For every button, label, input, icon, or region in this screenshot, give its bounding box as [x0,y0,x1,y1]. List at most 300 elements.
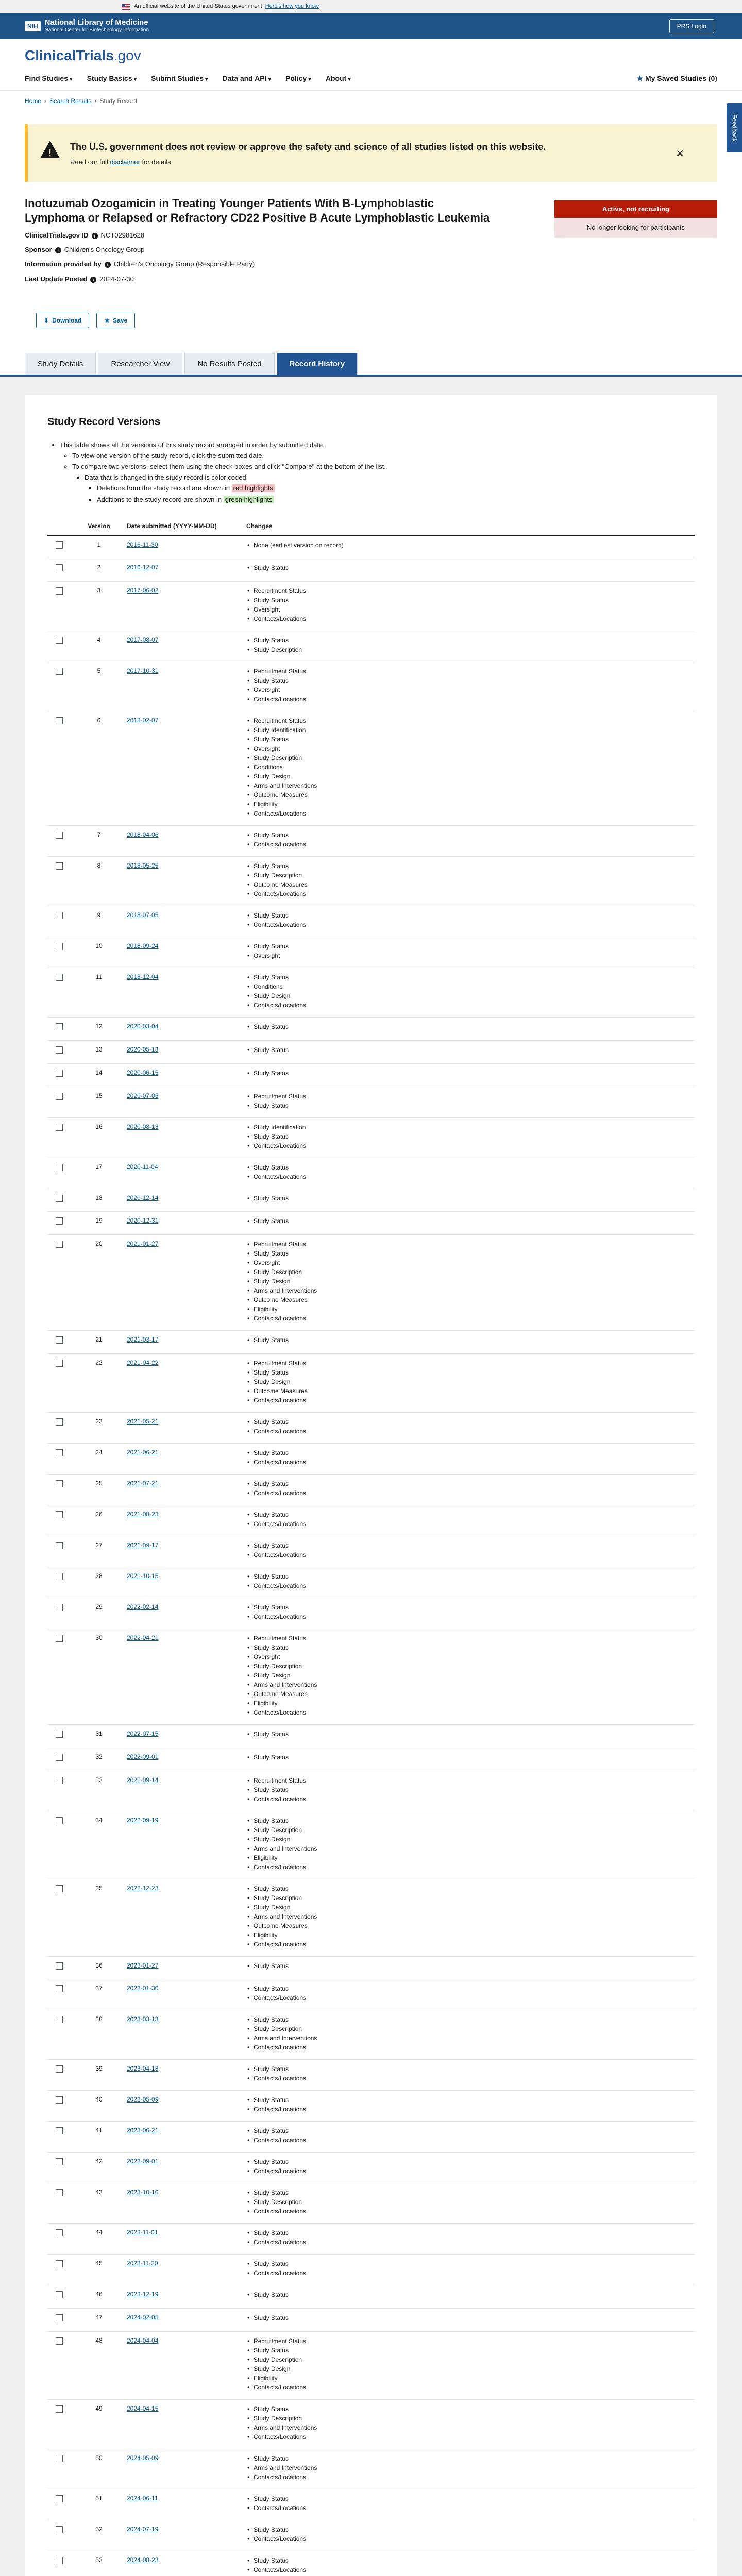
version-checkbox[interactable] [56,1817,63,1824]
change-item: • Study Status [246,911,692,920]
version-date-link[interactable]: 2018-09-24 [127,942,159,950]
version-checkbox[interactable] [56,637,63,644]
date-cell [124,968,243,1018]
version-checkbox[interactable] [56,943,63,950]
table-row [47,1413,695,1444]
row-checkbox-cell [47,582,74,631]
version-checkbox[interactable] [56,2016,63,2023]
change-item: • Study Status [246,2015,692,2024]
nav-policy[interactable]: Policy ▾ [285,74,311,84]
version-date-link[interactable]: 2020-08-13 [127,1123,159,1130]
study-sponsor: Sponsor i Children's Oncology Group [25,246,145,254]
site-logo[interactable] [25,39,717,65]
change-item: • Eligibility [246,2374,692,2383]
date-cell [124,1018,243,1041]
change-item: • Study Status [246,1448,692,1458]
change-item: • Study Status [246,1368,692,1377]
change-item: • Contacts/Locations [246,889,692,899]
table-row [47,2224,695,2255]
version-number: 8 [74,857,124,906]
version-checkbox[interactable] [56,1511,63,1518]
version-number: 44 [74,2224,124,2255]
version-checkbox[interactable] [56,1046,63,1054]
version-date-link[interactable]: 2024-02-05 [127,2314,159,2321]
changes-cell [243,1956,695,1979]
version-checkbox[interactable] [56,974,63,981]
version-date-link[interactable]: 2022-04-21 [127,1634,159,1642]
version-number: 40 [74,2091,124,2122]
change-item: • Study Description [246,1267,692,1277]
version-date-link[interactable]: 2022-09-19 [127,1816,159,1824]
version-checkbox[interactable] [56,1573,63,1580]
change-item: • Study Status [246,1101,692,1110]
intro-item: ◦ To view one version of the study record, click the submitted date. [72,451,695,461]
change-item: • Study Identification [246,725,692,735]
table-row [47,2183,695,2224]
change-item: • Study Status [246,2126,692,2136]
version-checkbox[interactable] [56,2455,63,2462]
change-item: • Study Identification [246,1123,692,1132]
nih-logo-icon: NIH [25,21,41,32]
version-date-link[interactable]: 2020-03-04 [127,1023,159,1030]
change-item: • Study Status [246,861,692,871]
table-row [47,1811,695,1879]
version-date-link[interactable]: 2023-01-27 [127,1961,159,1969]
changes-cell [243,1475,695,1505]
version-checkbox[interactable] [56,1241,63,1248]
version-date-link[interactable]: 2023-05-09 [127,2096,159,2104]
version-date-link[interactable]: 2022-07-15 [127,1730,159,1738]
changes-cell [243,2060,695,2091]
nav-study-basics[interactable]: Study Basics ▾ [87,74,137,84]
change-item: • Study Description [246,753,692,762]
version-date-link[interactable]: 2016-12-07 [127,564,159,571]
version-date-link[interactable]: 2024-06-11 [127,2495,158,2502]
date-cell [124,1444,243,1475]
version-checkbox[interactable] [56,1336,63,1344]
nav-data-api[interactable]: Data and API ▾ [223,74,271,84]
study-title: Inotuzumab Ozogamicin in Treating Younger Patients With B-Lymphoblastic Lymphoma or Relapsed or Refractory CD22 Positive B Acute Lymphoblastic Leukemia [25,196,490,225]
version-date-link[interactable]: 2020-12-31 [127,1217,159,1225]
save-button[interactable]: ★ Save [96,313,135,328]
version-checkbox[interactable] [56,1542,63,1549]
version-checkbox[interactable] [56,1124,63,1131]
feedback-tab[interactable]: Feedback [727,103,742,152]
version-date-link[interactable]: 2022-09-01 [127,1753,159,1760]
changes-cell [243,1413,695,1444]
version-date-link[interactable]: 2023-06-21 [127,2127,159,2134]
version-number: 7 [74,826,124,857]
row-checkbox-cell [47,1235,74,1331]
changes-cell [243,631,695,662]
version-number: 19 [74,1212,124,1235]
table-row [47,2400,695,2449]
changes-cell [243,2091,695,2122]
version-checkbox[interactable] [56,1023,63,1030]
changes-cell [243,826,695,857]
version-date-link[interactable]: 2021-08-23 [127,1511,159,1518]
breadcrumb-separator: › [44,97,47,105]
version-number: 25 [74,1475,124,1505]
change-item: • Contacts/Locations [246,1519,692,1529]
change-item: • Eligibility [246,1930,692,1940]
version-date-link[interactable]: 2024-04-15 [127,2405,159,2413]
version-date-link[interactable]: 2018-12-04 [127,973,159,981]
date-cell [124,826,243,857]
changes-cell [243,1354,695,1413]
version-number: 45 [74,2255,124,2285]
version-date-link[interactable]: 2022-12-23 [127,1884,159,1892]
change-item: • Contacts/Locations [246,2207,692,2216]
breadcrumb-home[interactable]: Home [25,97,42,105]
change-item: • Contacts/Locations [246,840,692,849]
checkbox-column-header [47,518,74,535]
row-checkbox-cell [47,1725,74,1748]
gov-banner [0,0,742,13]
row-checkbox-cell [47,1956,74,1979]
study-info-provider: Information provided by i Children's Oncology Group (Responsible Party) [25,260,255,268]
table-row [47,1331,695,1354]
version-date-link[interactable]: 2020-06-15 [127,1069,159,1076]
version-checkbox[interactable] [56,1731,63,1738]
version-number: 13 [74,1041,124,1064]
version-checkbox[interactable] [56,2495,63,2502]
row-checkbox-cell [47,906,74,937]
changes-cell [243,1979,695,2010]
version-date-link[interactable]: 2020-11-04 [127,1163,158,1171]
date-cell [124,1629,243,1725]
version-checkbox[interactable] [56,832,63,839]
version-number: 5 [74,662,124,711]
version-checkbox[interactable] [56,1962,63,1970]
change-item: • Contacts/Locations [246,2166,692,2176]
change-item: • Recruitment Status [246,1359,692,1368]
download-button[interactable]: ⬇ Download [36,313,89,328]
version-checkbox[interactable] [56,1635,63,1642]
change-item: • Recruitment Status [246,1776,692,1785]
prs-login-button[interactable]: PRS Login [669,19,714,33]
change-item: • Recruitment Status [246,586,692,596]
changes-cell [243,1235,695,1331]
breadcrumb-search-results[interactable]: Search Results [49,97,92,105]
version-date-link[interactable]: 2021-04-22 [127,1359,159,1367]
version-checkbox[interactable] [56,1360,63,1367]
nlm-logo[interactable] [25,19,149,34]
row-checkbox-cell [47,2449,74,2489]
date-cell [124,1212,243,1235]
version-date-link[interactable]: 2016-11-30 [127,540,158,548]
change-item: • Study Description [246,2414,692,2423]
version-checkbox[interactable] [56,2337,63,2345]
change-item: • Study Status [246,973,692,982]
change-item: • Study Description [246,1893,692,1903]
change-item: • Contacts/Locations [246,694,692,704]
version-date-link[interactable]: 2024-08-23 [127,2556,159,2564]
star-icon: ★ [104,316,110,324]
table-row [47,1212,695,1235]
version-checkbox[interactable] [56,2291,63,2298]
version-checkbox[interactable] [56,541,63,549]
version-checkbox[interactable] [56,1418,63,1426]
version-checkbox[interactable] [56,1754,63,1761]
table-row [47,2551,695,2576]
change-item: • Study Design [246,2364,692,2374]
version-date-link[interactable]: 2021-03-17 [127,1336,159,1344]
changes-cell [243,711,695,826]
version-checkbox[interactable] [56,2065,63,2073]
table-row [47,2332,695,2400]
version-date-link[interactable]: 2023-11-01 [127,2229,158,2236]
version-date-link[interactable]: 2020-05-13 [127,1046,159,1054]
changes-cell [243,1598,695,1629]
version-column-header: Version [74,518,124,535]
version-date-link[interactable]: 2024-04-04 [127,2337,159,2345]
version-date-link[interactable]: 2023-03-13 [127,2015,159,2023]
change-item: • Contacts/Locations [246,2534,692,2544]
version-number: 43 [74,2183,124,2224]
table-row [47,2255,695,2285]
changes-cell [243,535,695,558]
change-item: • Oversight [246,685,692,694]
date-cell [124,2489,243,2520]
date-cell [124,2122,243,2153]
changes-cell [243,2449,695,2489]
row-checkbox-cell [47,2153,74,2183]
version-checkbox[interactable] [56,2127,63,2134]
version-number: 35 [74,1879,124,1956]
tab-record-history[interactable]: Record History [277,353,358,375]
info-icon[interactable]: i [105,262,111,268]
version-date-link[interactable]: 2021-06-21 [127,1449,159,1456]
version-date-link[interactable]: 2023-04-18 [127,2065,159,2073]
changes-cell [243,2010,695,2060]
version-checkbox[interactable] [56,1480,63,1487]
change-item: • Contacts/Locations [246,2432,692,2442]
table-row [47,1567,695,1598]
breadcrumb-current: Study Record [99,97,138,105]
version-checkbox[interactable] [56,2229,63,2236]
version-number: 41 [74,2122,124,2153]
version-date-link[interactable]: 2023-12-19 [127,2291,159,2298]
main-nav [25,74,717,84]
change-item: • Study Design [246,772,692,781]
change-item: • Study Status [246,2188,692,2197]
date-cell [124,558,243,582]
version-date-link[interactable]: 2017-10-31 [127,667,159,675]
table-row [47,1475,695,1505]
date-cell [124,1725,243,1748]
row-checkbox-cell [47,1567,74,1598]
version-checkbox[interactable] [56,1195,63,1202]
version-checkbox[interactable] [56,1604,63,1611]
version-date-link[interactable]: 2018-07-05 [127,911,159,919]
nlm-title: National Library of Medicine [44,18,148,27]
change-item: • Study Description [246,645,692,654]
version-checkbox[interactable] [56,862,63,870]
disclaimer-link[interactable]: disclaimer [110,158,140,166]
version-checkbox[interactable] [56,1449,63,1456]
date-cell [124,2520,243,2551]
date-cell [124,1567,243,1598]
date-cell [124,1771,243,1811]
study-actions [0,284,742,328]
change-item: • Study Description [246,1825,692,1835]
row-checkbox-cell [47,1748,74,1771]
tab-researcher-view[interactable]: Researcher View [98,353,182,375]
change-item: • Study Status [246,1884,692,1893]
version-date-link[interactable]: 2020-12-14 [127,1194,159,1201]
version-checkbox[interactable] [56,2557,63,2564]
version-number: 48 [74,2332,124,2400]
change-item: • Recruitment Status [246,716,692,725]
change-item: • Outcome Measures [246,790,692,800]
row-checkbox-cell [47,1811,74,1879]
version-checkbox[interactable] [56,2189,63,2196]
tab-results[interactable]: No Results Posted [184,353,274,375]
change-item: • Study Status [246,563,692,572]
change-item: • Conditions [246,762,692,772]
row-checkbox-cell [47,1475,74,1505]
breadcrumb-separator: › [94,97,97,105]
version-date-link[interactable]: 2017-08-07 [127,636,159,644]
version-checkbox[interactable] [56,1985,63,1992]
intro-item: ▪ Data that is changed in the study record is color coded: [85,473,695,482]
version-date-link[interactable]: 2018-05-25 [127,862,159,870]
version-date-link[interactable]: 2021-09-17 [127,1541,159,1549]
version-checkbox[interactable] [56,1885,63,1892]
changes-cell [243,2285,695,2309]
version-date-link[interactable]: 2023-09-01 [127,2158,159,2165]
nav-find-studies[interactable]: Find Studies ▾ [25,74,73,84]
version-checkbox[interactable] [56,2314,63,2321]
version-checkbox[interactable] [56,1164,63,1171]
version-date-link[interactable]: 2023-01-30 [127,1985,159,1992]
table-row [47,1598,695,1629]
version-date-link[interactable]: 2024-05-09 [127,2454,159,2462]
close-icon[interactable]: ✕ [676,148,684,160]
nav-about[interactable]: About ▾ [326,74,351,84]
row-checkbox-cell [47,1505,74,1536]
info-icon[interactable]: i [92,233,98,239]
info-icon[interactable]: i [55,247,61,253]
version-date-link[interactable]: 2024-07-19 [127,2526,159,2533]
changes-cell [243,1189,695,1212]
row-checkbox-cell [47,1018,74,1041]
version-number: 24 [74,1444,124,1475]
version-checkbox[interactable] [56,2260,63,2267]
change-item: • Study Status [246,1069,692,1078]
change-item: • Outcome Measures [246,1295,692,1304]
version-checkbox[interactable] [56,2096,63,2104]
change-item: • Study Design [246,1277,692,1286]
disclaimer-title: The U.S. government does not review or approve the safety and science of all studies listed on this website. [70,141,546,152]
row-checkbox-cell [47,1041,74,1064]
info-icon[interactable]: i [90,277,96,283]
version-checkbox[interactable] [56,717,63,724]
version-date-link[interactable]: 2021-10-15 [127,1572,159,1580]
version-checkbox[interactable] [56,2405,63,2413]
study-last-update: Last Update Posted i 2024-07-30 [25,275,134,283]
date-cell [124,711,243,826]
version-date-link[interactable]: 2022-02-14 [127,1603,159,1611]
version-date-link[interactable]: 2023-11-30 [127,2260,158,2267]
version-checkbox[interactable] [56,564,63,571]
row-checkbox-cell [47,1879,74,1956]
version-number: 17 [74,1158,124,1189]
change-item: • Study Status [246,2525,692,2534]
version-date-link[interactable]: 2018-04-06 [127,831,159,839]
date-cell [124,1354,243,1413]
change-item: • Contacts/Locations [246,1314,692,1323]
version-checkbox[interactable] [56,1217,63,1225]
version-date-link[interactable]: 2021-07-21 [127,1480,159,1487]
version-date-link[interactable]: 2020-07-06 [127,1092,159,1099]
version-checkbox[interactable] [56,2526,63,2533]
date-cell [124,1598,243,1629]
change-item: • Study Status [246,1335,692,1345]
change-item: • Contacts/Locations [246,2565,692,2574]
row-checkbox-cell [47,2285,74,2309]
version-number: 30 [74,1629,124,1725]
table-row [47,1235,695,1331]
version-date-link[interactable]: 2021-01-27 [127,1240,159,1248]
date-cell [124,1189,243,1212]
version-number: 38 [74,2010,124,2060]
table-row [47,1189,695,1212]
version-date-link[interactable]: 2017-06-02 [127,587,159,595]
changes-cell [243,1536,695,1567]
how-you-know-link[interactable]: Here's how you know [265,3,319,10]
change-item: • Study Status [246,1816,692,1825]
change-item: • Study Status [246,1541,692,1550]
version-checkbox[interactable] [56,587,63,595]
tab-study-details[interactable]: Study Details [25,353,96,375]
table-row [47,1117,695,1158]
change-item: • Study Status [246,2157,692,2166]
site-brand-suffix: .gov [113,47,141,63]
version-date-link[interactable]: 2023-10-10 [127,2189,159,2196]
version-number: 6 [74,711,124,826]
version-checkbox[interactable] [56,912,63,919]
version-number: 14 [74,1063,124,1087]
changes-cell [243,2255,695,2285]
version-checkbox[interactable] [56,2158,63,2165]
nav-submit-studies[interactable]: Submit Studies ▾ [151,74,208,84]
row-checkbox-cell [47,2060,74,2091]
row-checkbox-cell [47,2489,74,2520]
change-item: • Study Status [246,636,692,645]
version-date-link[interactable]: 2022-09-14 [127,1776,159,1784]
version-checkbox[interactable] [56,1070,63,1077]
version-checkbox[interactable] [56,1093,63,1100]
row-checkbox-cell [47,1536,74,1567]
version-checkbox[interactable] [56,1777,63,1784]
changes-cell [243,1879,695,1956]
disclaimer-alert [25,124,717,182]
change-item: • Contacts/Locations [246,1708,692,1717]
version-checkbox[interactable] [56,668,63,675]
change-item: • Outcome Measures [246,1689,692,1699]
saved-studies-link[interactable]: ★ My Saved Studies (0) [637,74,718,84]
version-number: 21 [74,1331,124,1354]
disclaimer-text: Read our full disclaimer for details. [70,158,173,166]
row-checkbox-cell [47,1979,74,2010]
change-item: • Study Design [246,991,692,1001]
changes-cell [243,1505,695,1536]
version-date-link[interactable]: 2018-02-07 [127,717,159,724]
version-date-link[interactable]: 2021-05-21 [127,1418,159,1426]
date-cell [124,1041,243,1064]
